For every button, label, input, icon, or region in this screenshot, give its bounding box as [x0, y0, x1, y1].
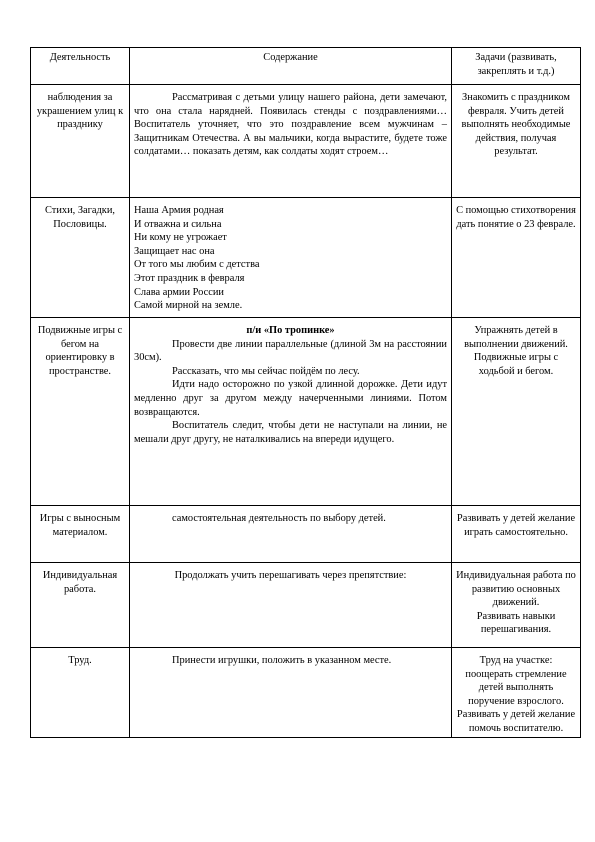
table-header-row	[31, 48, 581, 85]
poem-line: Этот праздник в февраля	[134, 272, 245, 284]
poem-line: Защищает нас она	[134, 245, 215, 257]
table-row	[31, 198, 581, 318]
activity-cell: наблюдения за украшением улиц к празднику	[31, 85, 130, 198]
game-paragraph: Рассказать, что мы сейчас пойдём по лесу.	[172, 365, 360, 377]
header-tasks: Задачи (развивать, закреплять и т.д.)	[452, 48, 581, 85]
table-row	[31, 648, 581, 738]
poem-line: И отважна и сильна	[134, 218, 222, 230]
activity-cell: Стихи, Загадки, Пословицы.	[31, 198, 130, 318]
table-row	[31, 506, 581, 563]
tasks-line: Развивать у детей желание помочь воспитателю.	[456, 709, 576, 734]
poem-line: Наша Армия родная	[134, 205, 224, 216]
activity-cell: Подвижные игры с бегом на ориентировку в пространстве.	[31, 318, 130, 506]
tasks-cell: Знакомить с праздником февраля. Учить детей выполнять необходимые действия, получая результат.	[452, 85, 581, 198]
activity-cell: Игры с выносным материалом.	[31, 506, 130, 563]
tasks-cell: Упражнять детей в выполнении движений. Подвижные игры с ходьбой и бегом.	[452, 318, 581, 506]
tasks-cell	[452, 648, 581, 738]
content-cell: Принести игрушки, положить в указанном месте.	[130, 648, 452, 738]
activity-cell: Труд.	[31, 648, 130, 738]
tasks-line: Индивидуальная работа по развитию основных движений.	[456, 570, 576, 609]
content-cell: самостоятельная деятельность по выбору детей.	[130, 506, 452, 563]
table-row	[31, 563, 581, 648]
poem-line: Самой мирной на земле.	[134, 300, 243, 312]
header-activity: Деятельность	[31, 48, 130, 85]
poem-line: Ни кому не угрожает	[134, 232, 227, 244]
game-paragraph: Воспитатель следит, чтобы дети не наступали на линии, не мешали друг другу, не наталкивались на впереди идущего.	[134, 420, 447, 445]
activity-cell: Индивидуальная работа.	[31, 563, 130, 648]
content-cell: Рассматривая с детьми улицу нашего района, дети замечают, что она стала нарядней. Появилась стенды с поздравлениями… Воспитатель уточняет, что это поздравление всем мужчинам – Защитникам Отечества. А вы мальчики, когда вырастите, будете тоже солдатами… показать детям, как солдаты ходят строем…	[130, 85, 452, 198]
content-cell: Продолжать учить перешагивать через препятствие:	[130, 563, 452, 648]
plan-table	[30, 47, 581, 738]
game-paragraph: Провести две линии параллельные (длиной 3м на расстоянии 30см).	[134, 338, 447, 364]
tasks-line: Развивать навыки перешагивания.	[476, 610, 556, 636]
tasks-cell	[452, 563, 581, 648]
game-cell	[130, 318, 452, 506]
game-title: п/и «По тропинке»	[246, 325, 335, 336]
poem-line: Слава армии России	[134, 286, 224, 298]
header-content: Содержание	[130, 48, 452, 85]
tasks-cell: С помощью стихотворения дать понятие о 23 феврале.	[452, 198, 581, 318]
poem-line: От того мы любим с детства	[134, 259, 260, 271]
poem-cell	[130, 198, 452, 318]
table-row	[31, 318, 581, 506]
tasks-line: Труд на участке: поощерать стремление детей выполнять поручение взрослого.	[465, 655, 567, 707]
table-row	[31, 85, 581, 198]
game-paragraph: Идти надо осторожно по узкой длинной дорожке. Дети идут медленно друг за другом между начерченными линиями. Потом возвращаются.	[134, 379, 447, 418]
tasks-cell: Развивать у детей желание играть самостоятельно.	[452, 506, 581, 563]
